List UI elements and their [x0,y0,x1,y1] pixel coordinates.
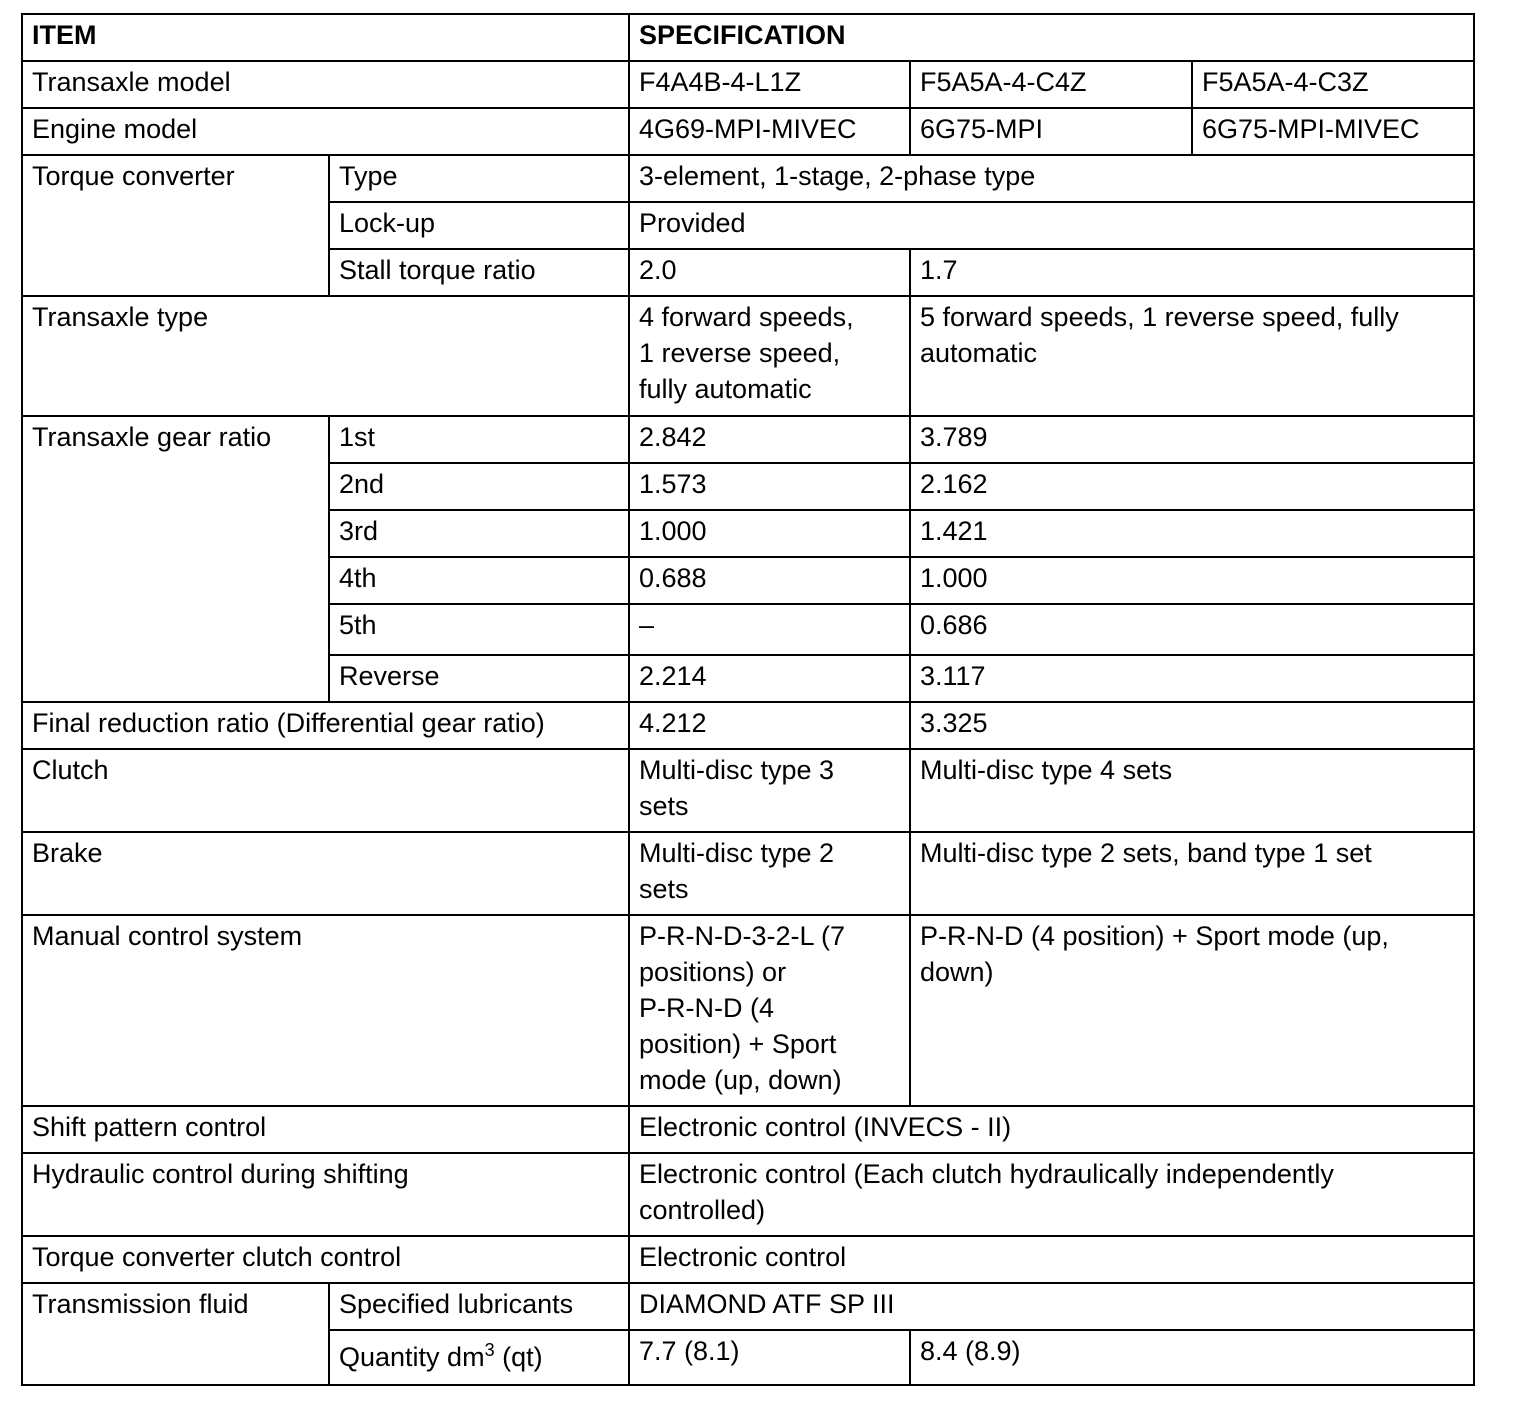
cell-value: 0.686 [910,604,1474,655]
cell-value: 4 forward speeds, 1 reverse speed, fully automatic [629,296,910,416]
row-brake [22,832,1474,915]
row-label: Transaxle type [22,296,629,416]
cell-value: P-R-N-D (4 position) + Sport mode (up, down) [910,915,1474,1106]
row-gear-1st [22,416,1474,463]
sub-label: Stall torque ratio [329,249,629,296]
cell-value: Multi-disc type 2 sets, band type 1 set [910,832,1474,915]
cell-value: 1.7 [910,249,1474,296]
row-transaxle-type [22,296,1474,416]
row-tcc-control [22,1236,1474,1283]
quantity-label-suffix: (qt) [494,1342,543,1372]
sub-label: 1st [329,416,629,463]
row-label: Torque converter clutch control [22,1236,629,1283]
row-specified-lubricants [22,1283,1474,1330]
table-header-row [22,14,1474,61]
cell-value: 2.214 [629,655,910,702]
group-label: Torque converter [22,155,329,296]
row-final-reduction [22,702,1474,749]
cell-value: 2.842 [629,416,910,463]
sub-label: 5th [329,604,629,655]
cell-value: 6G75-MPI-MIVEC [1192,108,1474,155]
quantity-label-prefix: Quantity dm [339,1342,485,1372]
row-engine-model [22,108,1474,155]
cell-value: 3.789 [910,416,1474,463]
sub-label: 4th [329,557,629,604]
cell-value: Multi-disc type 2 sets [629,832,910,915]
cell-value: 1.421 [910,510,1474,557]
header-specification: SPECIFICATION [629,14,1474,61]
specification-table [21,13,1475,1386]
row-label: Shift pattern control [22,1106,629,1153]
row-label: Clutch [22,749,629,832]
sub-label: Lock-up [329,202,629,249]
cell-value: 8.4 (8.9) [910,1330,1474,1385]
cell-value: 3-element, 1-stage, 2-phase type [629,155,1474,202]
row-clutch [22,749,1474,832]
group-label: Transaxle gear ratio [22,416,329,702]
row-shift-pattern [22,1106,1474,1153]
cell-value: 0.688 [629,557,910,604]
header-item: ITEM [22,14,629,61]
group-label: Transmission fluid [22,1283,329,1385]
sub-label: Type [329,155,629,202]
cell-value: 6G75-MPI [910,108,1192,155]
cell-value: 2.0 [629,249,910,296]
cell-value: – [629,604,910,655]
cell-value: Multi-disc type 4 sets [910,749,1474,832]
row-label: Engine model [22,108,629,155]
cell-value: F5A5A-4-C4Z [910,61,1192,108]
row-label: Hydraulic control during shifting [22,1153,629,1236]
cell-value: 3.117 [910,655,1474,702]
row-label: Transaxle model [22,61,629,108]
cell-value: Electronic control [629,1236,1474,1283]
cell-value: 4.212 [629,702,910,749]
cell-value: Electronic control (INVECS - II) [629,1106,1474,1153]
cell-value: 7.7 (8.1) [629,1330,910,1385]
sub-label: Reverse [329,655,629,702]
row-label: Brake [22,832,629,915]
cell-value: F5A5A-4-C3Z [1192,61,1474,108]
cell-value: Provided [629,202,1474,249]
quantity-label-sup: 3 [484,1340,495,1360]
row-hydraulic-control [22,1153,1474,1236]
cell-value: 1.573 [629,463,910,510]
cell-value: 2.162 [910,463,1474,510]
cell-value: 3.325 [910,702,1474,749]
sub-label: 2nd [329,463,629,510]
cell-value: F4A4B-4-L1Z [629,61,910,108]
cell-value: 4G69-MPI-MIVEC [629,108,910,155]
row-transaxle-model [22,61,1474,108]
cell-value: 1.000 [629,510,910,557]
sub-label: Specified lubricants [329,1283,629,1330]
row-torque-converter-type [22,155,1474,202]
sub-label: 3rd [329,510,629,557]
row-label: Manual control system [22,915,629,1106]
cell-value: Electronic control (Each clutch hydraulically independently controlled) [629,1153,1474,1236]
cell-value: DIAMOND ATF SP III [629,1283,1474,1330]
cell-value: P-R-N-D-3-2-L (7 positions) or P-R-N-D (4 position) + Sport mode (up, down) [629,915,910,1106]
row-manual-control [22,915,1474,1106]
cell-value: 5 forward speeds, 1 reverse speed, fully automatic [910,296,1474,416]
sub-label-quantity [329,1330,629,1385]
row-label: Final reduction ratio (Differential gear ratio) [22,702,629,749]
cell-value: 1.000 [910,557,1474,604]
cell-value: Multi-disc type 3 sets [629,749,910,832]
